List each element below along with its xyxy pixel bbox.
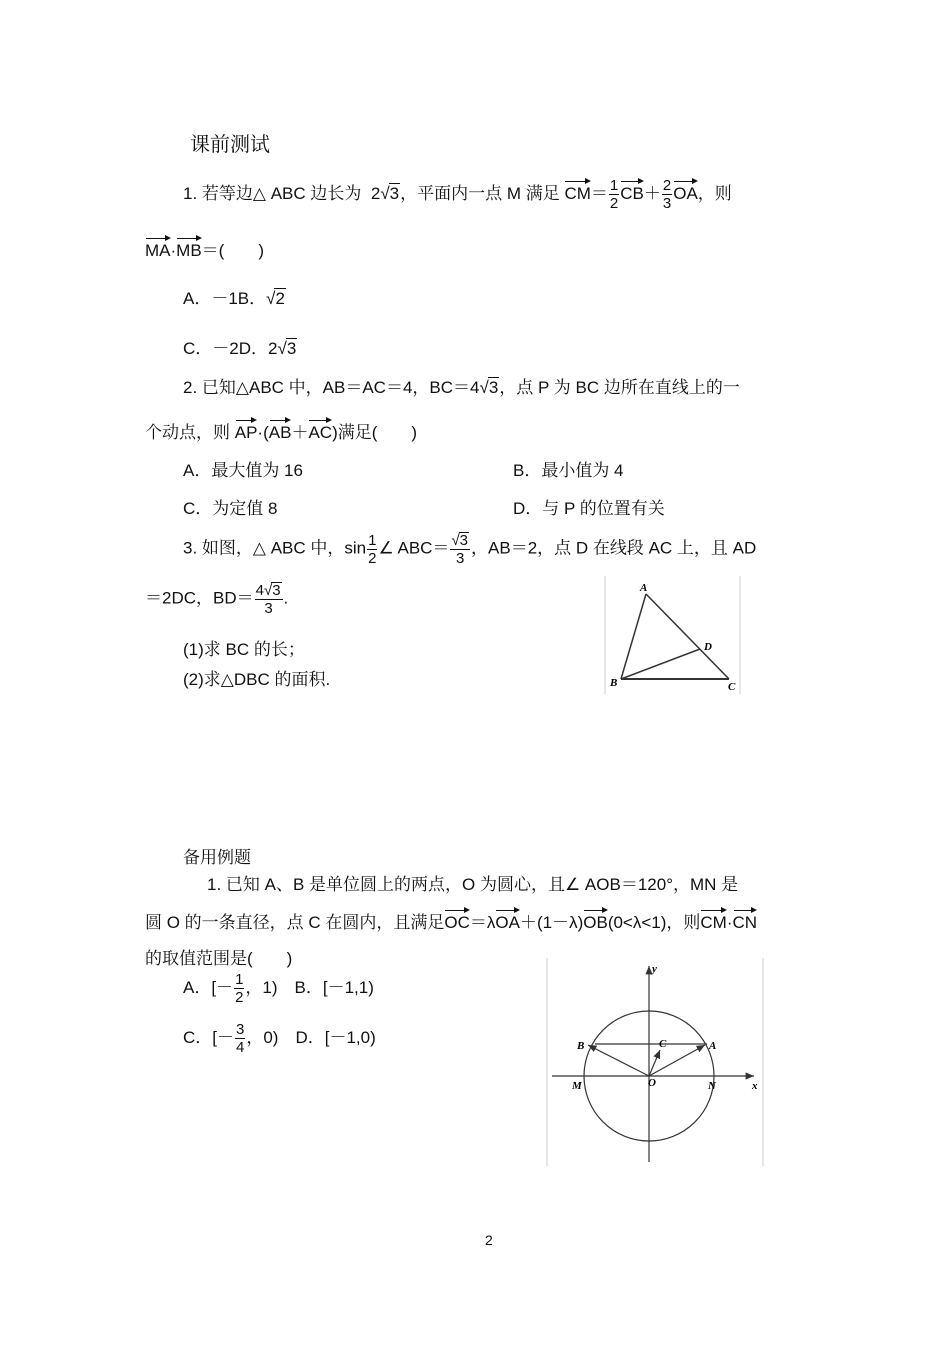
section-heading-pretest: 课前测试 [190, 134, 270, 156]
question-3-part-1: (1)求 BC 的长； [183, 640, 305, 659]
backup-question-1-line-3: 的取值范围是( ) [145, 949, 293, 968]
question-3-line-1: 3. 如图，△ ABC 中，sin $\frac{1}{2}$ ∠ ABC＝ $\frac{√3}{3}$ ，AB＝2，点 D 在线段 AC 上，且 AD [183, 531, 757, 567]
unit-circle-figure [546, 958, 766, 1166]
vector-ob [588, 1045, 649, 1076]
label-a: A [640, 582, 648, 594]
backup-question-1-options-cd: C．[－ $\frac{3}{4}$ ，0) D．[－1,0) [183, 1021, 376, 1056]
vector-oa [649, 1045, 705, 1076]
label-d: D [704, 641, 712, 653]
question-2-option-d: D．与 P 的位置有关 [513, 499, 665, 518]
question-2-option-b: B．最小值为 4 [513, 461, 624, 480]
question-3-part-2: (2)求△DBC 的面积. [183, 670, 331, 689]
backup-question-1-line-2: 圆 O 的一条直径，点 C 在圆内，且满足OC＝λOA＋(1－λ)OB(0<λ<1)，则CM·CN [145, 913, 758, 932]
question-2-line-2: 个动点，则 AP·(AB＋AC)满足( ) [145, 423, 418, 442]
question-2-line-1: 2. 已知△ABC 中，AB＝AC＝4，BC＝4√3，点 P 为 BC 边所在直线上的一 [183, 378, 740, 397]
label-c: C [728, 681, 736, 693]
triangle-side-ac [646, 594, 729, 679]
question-2-option-a: A．最大值为 16 [183, 461, 303, 480]
question-2-option-c: C．为定值 8 [183, 499, 278, 518]
label-b: B [610, 677, 618, 689]
segment-bd [621, 649, 700, 679]
backup-question-1-line-1: 1. 已知 A、B 是单位圆上的两点，O 为圆心，且∠ AOB＝120°，MN 是 [207, 875, 739, 894]
label-c: C [659, 1038, 667, 1050]
label-x: x [752, 1080, 758, 1092]
section-heading-backup: 备用例题 [183, 848, 251, 867]
triangle-figure [604, 576, 742, 694]
page-number: 2 [485, 1232, 493, 1248]
label-o: O [648, 1077, 656, 1089]
question-1-line-1: 1. 若等边△ ABC 边长为 2√3，平面内一点 M 满足 CM＝ $\frac{1}{2}$ CB＋ $\frac{2}{3}$ OA，则 [183, 177, 732, 212]
backup-question-1-options-ab: A．[－ $\frac{1}{2}$ ，1) B．[－1,1) [183, 971, 374, 1006]
vector-oc [649, 1050, 660, 1076]
question-1-line-2: MA·MB＝( ) [145, 241, 264, 260]
question-3-line-2: ＝2DC，BD＝ $\frac{4√3}{3}$ . [145, 582, 289, 617]
label-m: M [572, 1080, 582, 1092]
label-n: N [708, 1080, 716, 1092]
question-1-options-cd: C．－2D．2√3 [183, 339, 297, 358]
triangle-side-ab [621, 594, 646, 679]
label-y: y [652, 963, 657, 975]
label-b: B [577, 1040, 585, 1052]
label-a: A [709, 1040, 717, 1052]
question-1-options-ab: A．－1B．√2 [183, 289, 285, 308]
